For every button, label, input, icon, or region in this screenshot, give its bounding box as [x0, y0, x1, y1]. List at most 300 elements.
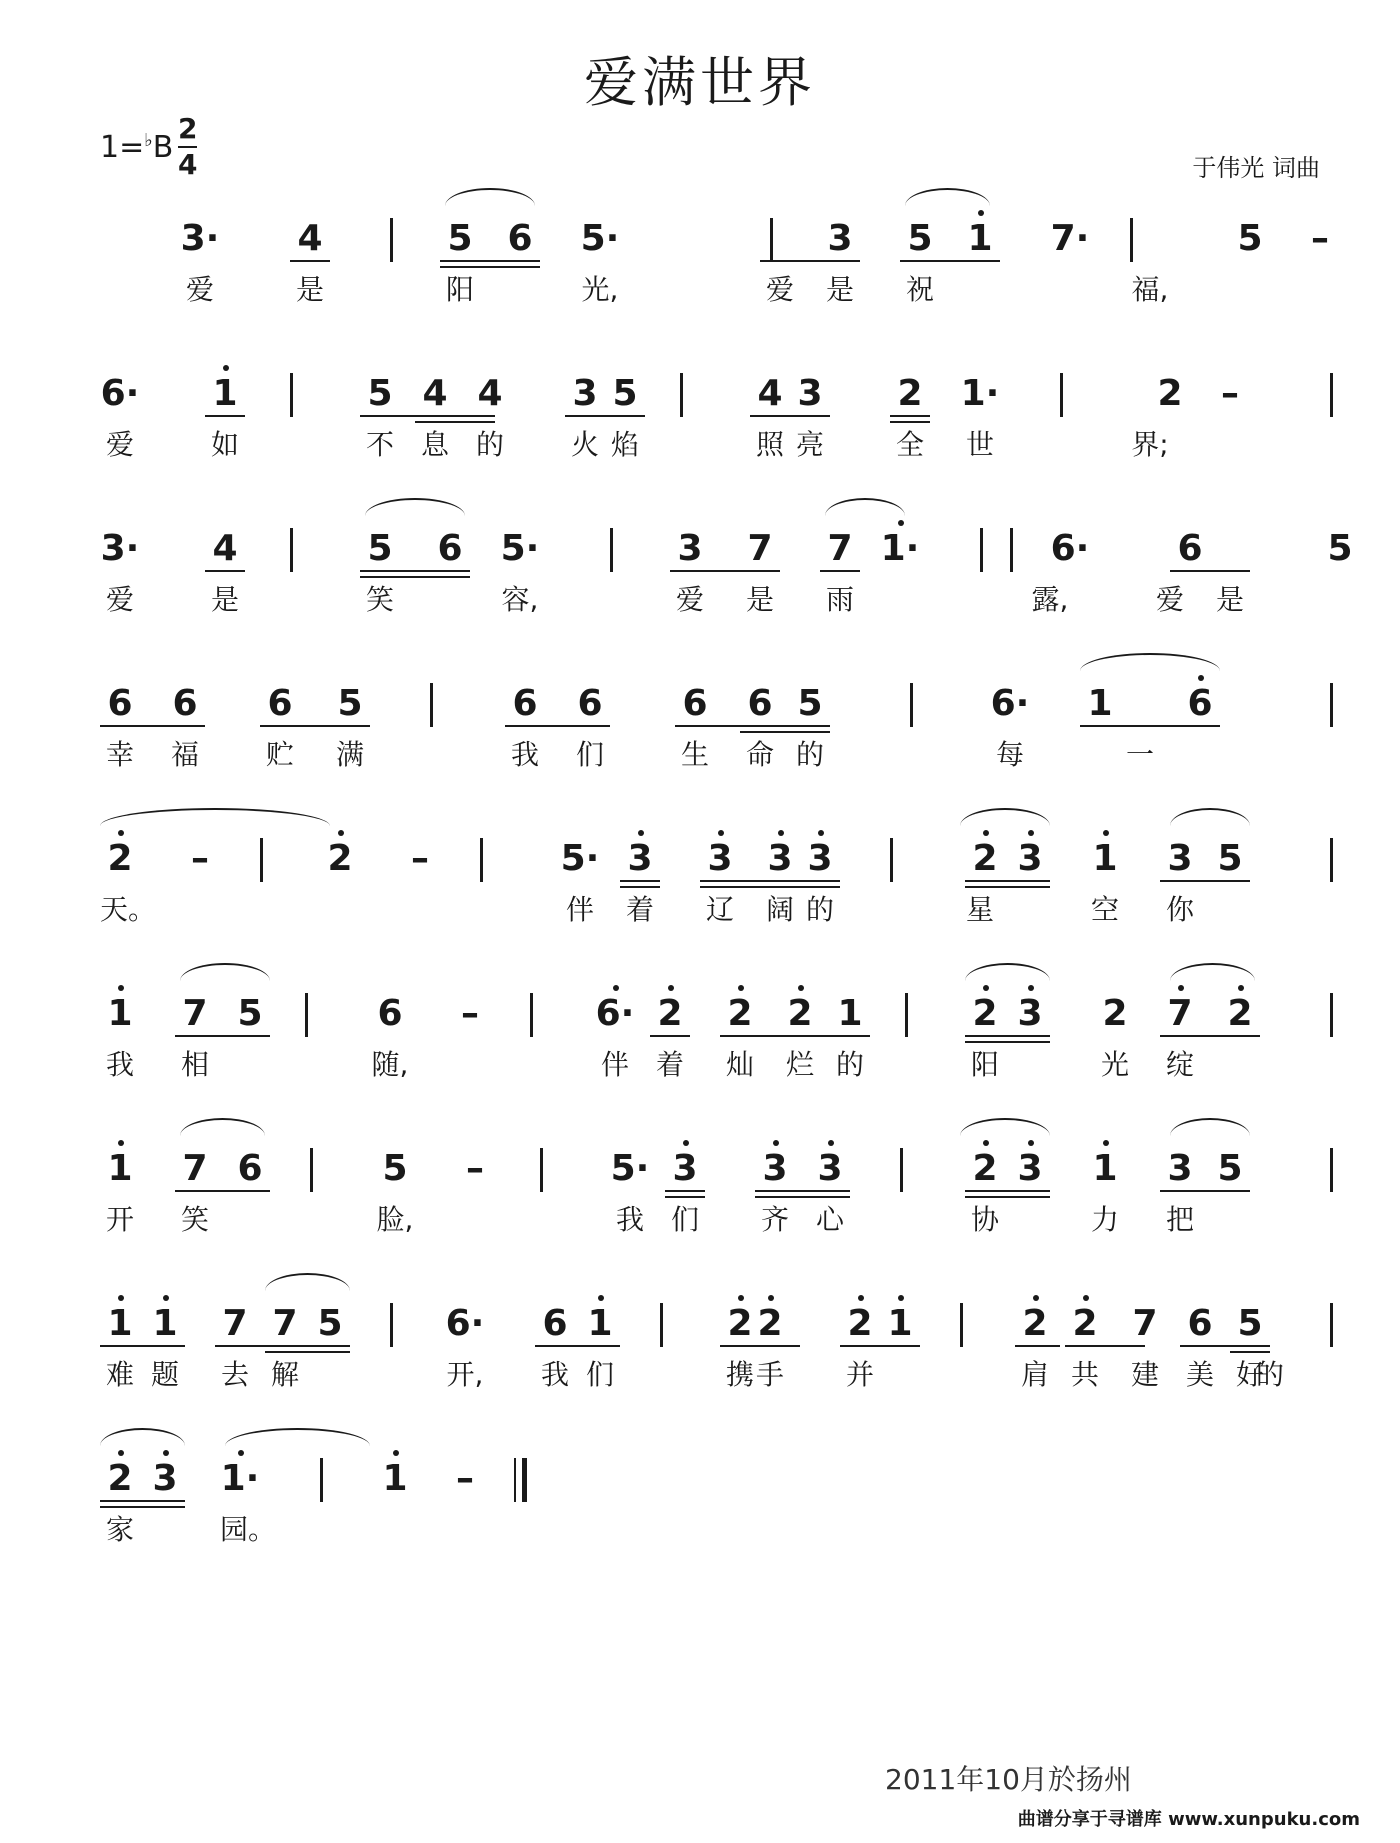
- bar-line: [260, 838, 263, 882]
- note: 5: [237, 993, 263, 1034]
- note: 2: [965, 993, 1005, 1034]
- lyric-syllable: 笑: [365, 583, 394, 616]
- note: 5·: [500, 528, 540, 569]
- lyric-syllable: 幸: [105, 738, 134, 771]
- rhythm-underline: [620, 886, 660, 888]
- note: 3: [700, 838, 740, 879]
- lyric-syllable: 是: [745, 583, 774, 616]
- lyric-syllable: 祝: [905, 273, 934, 306]
- lyric-syllable: 贮: [265, 738, 294, 771]
- rhythm-underline: [1170, 570, 1250, 572]
- rhythm-underline: [100, 1345, 185, 1347]
- note-row: [0, 830, 1400, 880]
- flat-sign: ♭: [144, 130, 153, 151]
- note: 2: [720, 1303, 760, 1344]
- rhythm-underline: [700, 886, 840, 888]
- lyric-syllable: 亮: [795, 428, 824, 461]
- score-line: [0, 985, 1400, 1135]
- note: 7: [182, 1148, 208, 1189]
- note: 7: [1132, 1303, 1158, 1344]
- note: 6·: [1050, 528, 1090, 569]
- note: 3: [1010, 838, 1050, 879]
- lyric-syllable: 难: [105, 1358, 134, 1391]
- note: 6: [542, 1303, 568, 1344]
- bar-line: [660, 1303, 663, 1347]
- rhythm-underline: [565, 415, 645, 417]
- lyric-syllable: 好: [1235, 1358, 1264, 1391]
- lyric-row: [0, 423, 1400, 473]
- note: 5: [612, 373, 638, 414]
- rhythm-underline: [965, 1190, 1050, 1192]
- note: 2: [1015, 1303, 1055, 1344]
- note: 3: [797, 373, 823, 414]
- note: 7: [182, 993, 208, 1034]
- note: 2: [750, 1303, 790, 1344]
- rhythm-underline: [100, 1500, 185, 1502]
- bar-line: [680, 373, 683, 417]
- lyric-syllable: 携: [725, 1358, 754, 1391]
- lyric-syllable: 天。: [100, 893, 157, 926]
- note: –: [1311, 218, 1329, 259]
- note: 6: [507, 218, 533, 259]
- lyric-syllable: 题: [150, 1358, 179, 1391]
- final-bar-line: [522, 1458, 527, 1502]
- lyric-syllable: 我: [540, 1358, 569, 1391]
- note-row: [0, 210, 1400, 260]
- note: 1: [100, 1148, 140, 1189]
- rhythm-underline: [290, 260, 330, 262]
- lyric-syllable: 光,: [581, 273, 619, 306]
- bar-line: [390, 1303, 393, 1347]
- lyric-syllable: 焰: [610, 428, 639, 461]
- note: 3: [755, 1148, 795, 1189]
- note: –: [456, 1458, 474, 1499]
- note: 5: [367, 373, 393, 414]
- lyric-syllable: 爱: [185, 273, 214, 306]
- lyric-syllable: 是: [210, 583, 239, 616]
- note: –: [466, 1148, 484, 1189]
- lyric-syllable: 烂: [785, 1048, 814, 1081]
- final-bar-line: [514, 1458, 516, 1502]
- lyric-syllable: 手: [755, 1358, 784, 1391]
- lyric-syllable: 去: [220, 1358, 249, 1391]
- note-row: [0, 1295, 1400, 1345]
- rhythm-underline: [665, 1196, 705, 1198]
- note: 3: [760, 838, 800, 879]
- note: 6: [107, 683, 133, 724]
- rhythm-underline: [415, 415, 495, 417]
- note: 1: [100, 1303, 140, 1344]
- rhythm-underline: [965, 1041, 1050, 1043]
- bar-line: [530, 993, 533, 1037]
- rhythm-underline: [1160, 880, 1250, 882]
- lyric-syllable: 心: [815, 1203, 844, 1236]
- rhythm-underline: [965, 1196, 1050, 1198]
- rhythm-underline: [750, 415, 830, 417]
- note: 1: [1085, 1148, 1125, 1189]
- lyric-syllable: 生: [680, 738, 709, 771]
- rhythm-underline: [205, 570, 245, 572]
- rhythm-underline: [890, 415, 930, 417]
- note-row: [0, 1450, 1400, 1500]
- bar-line: [905, 993, 908, 1037]
- note: 6: [512, 683, 538, 724]
- note: 6·: [100, 373, 140, 414]
- note: –: [191, 838, 209, 879]
- note: 5: [1237, 218, 1263, 259]
- bar-line: [1330, 373, 1333, 417]
- rhythm-underline: [175, 1035, 270, 1037]
- score-line: [0, 1140, 1400, 1290]
- lyric-syllable: 世: [965, 428, 994, 461]
- rhythm-underline: [1015, 1345, 1060, 1347]
- note: 5: [1327, 528, 1353, 569]
- lyric-syllable: 协: [970, 1203, 999, 1236]
- note: 6·: [990, 683, 1030, 724]
- note: 2: [650, 993, 690, 1034]
- lyric-syllable: 爱: [1155, 583, 1184, 616]
- rhythm-underline: [965, 880, 1050, 882]
- note-row: [0, 985, 1400, 1035]
- bar-line: [290, 528, 293, 572]
- lyric-syllable: 着: [655, 1048, 684, 1081]
- lyric-row: [0, 1043, 1400, 1093]
- bar-line: [960, 1303, 963, 1347]
- lyric-syllable: 阳: [970, 1048, 999, 1081]
- lyric-syllable: 建: [1130, 1358, 1159, 1391]
- lyric-syllable: 全: [895, 428, 924, 461]
- note: 2: [965, 838, 1005, 879]
- note: 1·: [960, 373, 1000, 414]
- note: 3: [1167, 838, 1193, 879]
- lyric-syllable: 光: [1100, 1048, 1129, 1081]
- lyric-syllable: 露,: [1031, 583, 1069, 616]
- note: –: [411, 838, 429, 879]
- lyric-syllable: 的: [805, 893, 834, 926]
- bar-line: [480, 838, 483, 882]
- bar-line: [540, 1148, 543, 1192]
- lyric-syllable: 们: [585, 1358, 614, 1391]
- rhythm-underline: [440, 266, 540, 268]
- lyric-row: [0, 733, 1400, 783]
- score-line: [0, 1295, 1400, 1445]
- note: 7: [272, 1303, 298, 1344]
- lyric-syllable: 解: [270, 1358, 299, 1391]
- note: 4: [297, 218, 323, 259]
- rhythm-underline: [820, 570, 860, 572]
- rhythm-underline: [360, 570, 470, 572]
- lyric-row: [0, 888, 1400, 938]
- note-row: [0, 1140, 1400, 1190]
- rhythm-underline: [360, 576, 470, 578]
- note: 6: [172, 683, 198, 724]
- lyric-syllable: 随,: [371, 1048, 409, 1081]
- note: 2: [100, 838, 140, 879]
- note: 2: [780, 993, 820, 1034]
- note: 2: [965, 1148, 1005, 1189]
- rhythm-underline: [265, 1345, 350, 1347]
- time-bottom: 4: [178, 148, 198, 181]
- rhythm-underline: [535, 1345, 620, 1347]
- rhythm-underline: [755, 1190, 850, 1192]
- lyric-syllable: 脸,: [376, 1203, 414, 1236]
- rhythm-underline: [1160, 1035, 1260, 1037]
- footer-site: 曲谱分享于寻谱库 www.xunpuku.com: [1017, 1809, 1360, 1830]
- lyric-syllable: 们: [670, 1203, 699, 1236]
- note: 5: [367, 528, 393, 569]
- lyric-syllable: 着: [625, 893, 654, 926]
- note: 5: [907, 218, 933, 259]
- note: 2: [897, 373, 923, 414]
- rhythm-underline: [1230, 1351, 1270, 1353]
- lyric-syllable: 不: [365, 428, 394, 461]
- rhythm-underline: [620, 880, 660, 882]
- lyric-syllable: 雨: [825, 583, 854, 616]
- score-line: [0, 365, 1400, 515]
- author-credit: 于伟光 词曲: [1192, 154, 1320, 182]
- bar-line: [1330, 838, 1333, 882]
- rhythm-underline: [265, 1351, 350, 1353]
- time-signature: [178, 112, 197, 182]
- note: 1: [1087, 683, 1113, 724]
- lyric-syllable: 肩: [1020, 1358, 1049, 1391]
- bar-line: [390, 218, 393, 262]
- lyric-syllable: 每: [995, 738, 1024, 771]
- rhythm-underline: [740, 731, 830, 733]
- note: 2: [1157, 373, 1183, 414]
- lyric-syllable: 笑: [180, 1203, 209, 1236]
- lyric-syllable: 辽: [705, 893, 734, 926]
- lyric-syllable: 齐: [760, 1203, 789, 1236]
- note: 6: [267, 683, 293, 724]
- bar-line: [770, 218, 773, 262]
- lyric-syllable: 是: [1215, 583, 1244, 616]
- note-row: [0, 520, 1400, 570]
- note: 3: [1167, 1148, 1193, 1189]
- note: 7: [827, 528, 853, 569]
- rhythm-underline: [760, 260, 860, 262]
- slur: [905, 188, 990, 206]
- lyric-syllable: 爱: [105, 428, 134, 461]
- note: 7: [222, 1303, 248, 1344]
- lyric-syllable: 相: [180, 1048, 209, 1081]
- bar-line: [310, 1148, 313, 1192]
- rhythm-underline: [965, 886, 1050, 888]
- note: 5: [317, 1303, 343, 1344]
- lyric-syllable: 如: [210, 428, 239, 461]
- lyric-syllable: 满: [335, 738, 364, 771]
- lyric-syllable: 星: [965, 893, 994, 926]
- lyric-syllable: 是: [295, 273, 324, 306]
- note: 1: [837, 993, 863, 1034]
- rhythm-underline: [720, 1035, 870, 1037]
- lyric-syllable: 界;: [1131, 428, 1169, 461]
- lyric-syllable: 共: [1070, 1358, 1099, 1391]
- rhythm-underline: [260, 725, 370, 727]
- lyric-row: [0, 1198, 1400, 1248]
- rhythm-underline: [100, 725, 205, 727]
- note: 4: [477, 373, 503, 414]
- rhythm-underline: [650, 1035, 690, 1037]
- rhythm-underline: [740, 725, 830, 727]
- rhythm-underline: [700, 880, 840, 882]
- lyric-syllable: 爱: [675, 583, 704, 616]
- note: 5: [337, 683, 363, 724]
- note: 6: [377, 993, 403, 1034]
- lyric-syllable: 开: [105, 1203, 134, 1236]
- note: 5: [1217, 1148, 1243, 1189]
- lyric-syllable: 灿: [725, 1048, 754, 1081]
- bar-line: [1330, 683, 1333, 727]
- note: 5: [797, 683, 823, 724]
- lyric-syllable: 我: [105, 1048, 134, 1081]
- note: 3: [620, 838, 660, 879]
- lyric-syllable: 的: [1255, 1358, 1284, 1391]
- bar-line: [900, 1148, 903, 1192]
- note: 1: [1085, 838, 1125, 879]
- slur: [445, 188, 535, 206]
- lyric-syllable: 伴: [600, 1048, 629, 1081]
- lyric-syllable: 的: [835, 1048, 864, 1081]
- key-note: B: [152, 130, 174, 165]
- note: 6·: [445, 1303, 485, 1344]
- score-line: [0, 210, 1400, 360]
- note: 7·: [1050, 218, 1090, 259]
- note: 3: [827, 218, 853, 259]
- note: 3: [677, 528, 703, 569]
- rhythm-underline: [100, 1506, 185, 1508]
- note: 6: [1180, 683, 1220, 724]
- lyric-syllable: 力: [1090, 1203, 1119, 1236]
- song-title: 爱满世界: [584, 51, 816, 114]
- note: 2: [100, 1458, 140, 1499]
- lyric-row: [0, 1508, 1400, 1558]
- rhythm-underline: [1230, 1345, 1270, 1347]
- bar-line: [305, 993, 308, 1037]
- note: 1: [960, 218, 1000, 259]
- note: 5: [447, 218, 473, 259]
- bar-line: [610, 528, 613, 572]
- rhythm-underline: [670, 570, 780, 572]
- lyric-syllable: 福: [170, 738, 199, 771]
- lyric-syllable: 一: [1125, 738, 1154, 771]
- bar-line: [890, 838, 893, 882]
- note: 1·: [220, 1458, 260, 1499]
- lyric-syllable: 息: [420, 428, 449, 461]
- rhythm-underline: [840, 1345, 920, 1347]
- note: 3: [1010, 993, 1050, 1034]
- bar-line: [1010, 528, 1013, 572]
- lyric-syllable: 伴: [565, 893, 594, 926]
- key-signature: [100, 130, 173, 165]
- note: 1: [880, 1303, 920, 1344]
- note: 6: [1187, 1303, 1213, 1344]
- rhythm-underline: [900, 260, 1000, 262]
- score-line: [0, 520, 1400, 670]
- rhythm-underline: [665, 1190, 705, 1192]
- note: 2: [1102, 993, 1128, 1034]
- rhythm-underline: [890, 421, 930, 423]
- note: 6·: [595, 993, 635, 1034]
- rhythm-underline: [1160, 1190, 1250, 1192]
- lyric-syllable: 是: [825, 273, 854, 306]
- lyric-syllable: 照: [755, 428, 784, 461]
- lyric-syllable: 爱: [105, 583, 134, 616]
- note: 5: [1237, 1303, 1263, 1344]
- lyric-syllable: 开,: [446, 1358, 484, 1391]
- note: 4: [422, 373, 448, 414]
- lyric-syllable: 阳: [445, 273, 474, 306]
- note: 7: [747, 528, 773, 569]
- note: –: [1221, 373, 1239, 414]
- note: 6: [437, 528, 463, 569]
- bar-line: [430, 683, 433, 727]
- rhythm-underline: [965, 1035, 1050, 1037]
- note: 1: [145, 1303, 185, 1344]
- note: 4: [212, 528, 238, 569]
- rhythm-underline: [755, 1196, 850, 1198]
- note: 3: [572, 373, 598, 414]
- bar-line: [320, 1458, 323, 1502]
- lyric-syllable: 家: [105, 1513, 134, 1546]
- note: 5·: [560, 838, 600, 879]
- note: 6: [747, 683, 773, 724]
- lyric-syllable: 我: [615, 1203, 644, 1236]
- note: 6: [682, 683, 708, 724]
- note: 3·: [100, 528, 140, 569]
- bar-line: [1330, 1303, 1333, 1347]
- bar-line: [1060, 373, 1063, 417]
- rhythm-underline: [175, 1190, 270, 1192]
- note: 5: [1217, 838, 1243, 879]
- bar-line: [1330, 1148, 1333, 1192]
- rhythm-underline: [415, 421, 495, 423]
- note: 1: [580, 1303, 620, 1344]
- note: 3: [800, 838, 840, 879]
- bar-line: [290, 373, 293, 417]
- lyric-syllable: 绽: [1165, 1048, 1194, 1081]
- lyric-syllable: 美: [1185, 1358, 1214, 1391]
- lyric-syllable: 爱: [765, 273, 794, 306]
- score-line: [0, 1450, 1400, 1600]
- rhythm-underline: [720, 1345, 800, 1347]
- note: 1·: [880, 528, 920, 569]
- key-prefix: 1=: [100, 130, 145, 165]
- bar-line: [1330, 993, 1333, 1037]
- lyric-syllable: 的: [795, 738, 824, 771]
- note: 1: [205, 373, 245, 414]
- note: 4: [757, 373, 783, 414]
- note-row: [0, 675, 1400, 725]
- note: 3: [665, 1148, 705, 1189]
- score-line: [0, 830, 1400, 980]
- time-top: 2: [178, 112, 197, 148]
- lyric-syllable: 们: [575, 738, 604, 771]
- lyric-syllable: 你: [1165, 893, 1194, 926]
- note: 5·: [580, 218, 620, 259]
- lyric-row: [0, 578, 1400, 628]
- lyric-syllable: 阔: [765, 893, 794, 926]
- bar-line: [980, 528, 983, 572]
- note: 5·: [610, 1148, 650, 1189]
- note: 3: [1010, 1148, 1050, 1189]
- note: 1: [375, 1458, 415, 1499]
- note: 5: [382, 1148, 408, 1189]
- rhythm-underline: [440, 260, 540, 262]
- note: 2: [720, 993, 760, 1034]
- rhythm-underline: [205, 415, 245, 417]
- note-row: [0, 365, 1400, 415]
